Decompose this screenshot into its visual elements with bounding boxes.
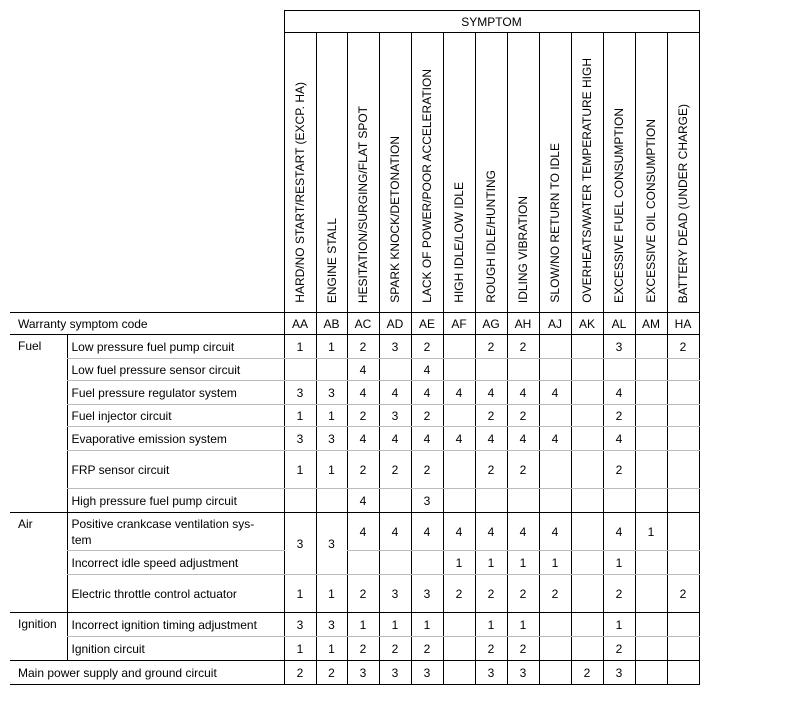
- value-cell: 4: [379, 513, 411, 551]
- warranty-symptom-code-label: Warranty symptom code: [10, 313, 284, 335]
- symptom-header-label: EXCESSIVE OIL CONSUMPTION: [644, 119, 658, 303]
- table-row: [10, 661, 699, 685]
- value-cell: [635, 359, 667, 381]
- value-cell: [316, 489, 347, 513]
- symptom-header-label: SLOW/NO RETURN TO IDLE: [548, 143, 562, 303]
- value-cell: [635, 381, 667, 405]
- value-cell: 2: [316, 661, 347, 685]
- value-cell: [316, 359, 347, 381]
- value-cell: [571, 427, 603, 451]
- value-cell: 3: [379, 661, 411, 685]
- value-cell: [635, 335, 667, 359]
- value-cell: [667, 381, 699, 405]
- table-row: [10, 359, 699, 381]
- row-label: Evaporative emission system: [67, 427, 284, 451]
- value-cell: [635, 489, 667, 513]
- value-cell: 2: [603, 451, 635, 489]
- value-cell: 4: [411, 427, 443, 451]
- symptom-header-label: BATTERY DEAD (UNDER CHARGE): [676, 103, 690, 303]
- value-cell: [284, 489, 316, 513]
- table-row: [10, 513, 699, 551]
- value-cell: [635, 405, 667, 427]
- warranty-code: AK: [571, 313, 603, 335]
- row-label: [67, 513, 284, 551]
- value-cell: 2: [507, 451, 539, 489]
- value-cell: [443, 359, 475, 381]
- value-cell: [667, 359, 699, 381]
- value-cell: [443, 489, 475, 513]
- value-cell: 4: [507, 427, 539, 451]
- value-cell: [507, 359, 539, 381]
- value-cell: 4: [475, 427, 507, 451]
- value-cell: 2: [411, 637, 443, 661]
- value-cell: [347, 551, 379, 575]
- symptom-header: [635, 33, 667, 313]
- value-cell: [635, 427, 667, 451]
- value-cell: [443, 661, 475, 685]
- value-cell: [571, 405, 603, 427]
- value-cell: [443, 451, 475, 489]
- value-cell: [571, 359, 603, 381]
- value-cell: [475, 359, 507, 381]
- value-cell: 1: [284, 637, 316, 661]
- table-row: [10, 405, 699, 427]
- value-cell: [667, 405, 699, 427]
- value-cell: 1: [316, 451, 347, 489]
- warranty-code: AG: [475, 313, 507, 335]
- value-cell: [539, 405, 571, 427]
- value-cell: [443, 637, 475, 661]
- warranty-code: HA: [667, 313, 699, 335]
- table-row: [10, 451, 699, 489]
- value-cell: 1: [411, 613, 443, 637]
- value-cell: 3: [379, 335, 411, 359]
- warranty-code: AF: [443, 313, 475, 335]
- value-cell: 2: [603, 637, 635, 661]
- value-cell: 2: [475, 335, 507, 359]
- symptom-header-label: SPARK KNOCK/DETONATION: [388, 136, 402, 303]
- value-cell: 2: [475, 405, 507, 427]
- symptom-header: [347, 33, 379, 313]
- value-cell: 1: [284, 405, 316, 427]
- value-cell: 3: [411, 575, 443, 613]
- value-cell: 2: [347, 451, 379, 489]
- symptom-header-label: HARD/NO START/RESTART (EXCP. HA): [293, 82, 307, 303]
- table-row: [10, 575, 699, 613]
- value-cell: 4: [443, 427, 475, 451]
- value-cell: [571, 489, 603, 513]
- value-cell: 2: [507, 335, 539, 359]
- value-cell: 4: [379, 381, 411, 405]
- value-cell: 2: [603, 405, 635, 427]
- row-label: Incorrect idle speed adjustment: [67, 551, 284, 575]
- value-cell: [635, 637, 667, 661]
- value-cell: [667, 513, 699, 551]
- value-cell: 2: [475, 637, 507, 661]
- row-label-line: Positive crankcase ventilation sys-: [71, 516, 255, 531]
- value-cell: [667, 661, 699, 685]
- value-cell: 3: [347, 661, 379, 685]
- value-cell: [667, 451, 699, 489]
- value-cell: [411, 551, 443, 575]
- value-cell: [571, 575, 603, 613]
- row-label: FRP sensor circuit: [67, 451, 284, 489]
- symptom-header: [475, 33, 507, 313]
- value-cell: [635, 613, 667, 637]
- value-cell: 1: [316, 335, 347, 359]
- value-cell: 4: [603, 381, 635, 405]
- symptom-header-label: EXCESSIVE FUEL CONSUMPTION: [612, 108, 626, 303]
- value-cell: 1: [316, 405, 347, 427]
- warranty-code: AL: [603, 313, 635, 335]
- value-cell: 2: [507, 575, 539, 613]
- value-cell: 3: [411, 489, 443, 513]
- value-cell: 4: [347, 359, 379, 381]
- value-cell: 1: [507, 551, 539, 575]
- value-cell: 4: [507, 513, 539, 551]
- value-cell: 2: [379, 451, 411, 489]
- value-cell: 4: [603, 513, 635, 551]
- value-cell: 2: [539, 575, 571, 613]
- value-cell: 4: [539, 381, 571, 405]
- symptom-header: [284, 33, 316, 313]
- value-cell: [667, 489, 699, 513]
- value-cell: [443, 613, 475, 637]
- value-cell: [667, 427, 699, 451]
- value-cell: [539, 637, 571, 661]
- warranty-code: AE: [411, 313, 443, 335]
- warranty-code: AB: [316, 313, 347, 335]
- value-cell: 2: [347, 335, 379, 359]
- row-label: Main power supply and ground circuit: [10, 661, 284, 685]
- value-cell: [539, 335, 571, 359]
- table-row: [10, 427, 699, 451]
- value-cell: [379, 489, 411, 513]
- symptom-header-label: ENGINE STALL: [324, 217, 339, 303]
- value-cell: 4: [539, 513, 571, 551]
- symptom-header-label: ROUGH IDLE/HUNTING: [484, 170, 498, 303]
- value-cell: 1: [603, 551, 635, 575]
- value-cell: 2: [507, 637, 539, 661]
- value-cell: [571, 381, 603, 405]
- value-cell: [284, 359, 316, 381]
- value-cell: 3: [603, 661, 635, 685]
- group-label-ignition: Ignition: [10, 613, 67, 661]
- value-cell: 2: [667, 575, 699, 613]
- value-cell: 2: [347, 405, 379, 427]
- value-cell: 2: [507, 405, 539, 427]
- warranty-code: AD: [379, 313, 411, 335]
- value-cell: 1: [635, 513, 667, 551]
- warranty-code: AA: [284, 313, 316, 335]
- warranty-code: AM: [635, 313, 667, 335]
- group-label-air: Air: [10, 513, 67, 613]
- table-row: [10, 335, 699, 359]
- value-cell: 3: [379, 575, 411, 613]
- row-label: Low fuel pressure sensor circuit: [67, 359, 284, 381]
- value-cell: 2: [284, 661, 316, 685]
- value-cell: [379, 551, 411, 575]
- value-cell: 3: [603, 335, 635, 359]
- value-cell: 3: [316, 381, 347, 405]
- value-cell: 4: [603, 427, 635, 451]
- value-cell: [571, 335, 603, 359]
- value-cell: 2: [571, 661, 603, 685]
- group-label-fuel: Fuel: [10, 335, 67, 513]
- row-label: Fuel injector circuit: [67, 405, 284, 427]
- symptom-header-label: OVERHEATS/WATER TEMPERATURE HIGH: [580, 58, 594, 303]
- symptom-header: [667, 33, 699, 313]
- value-cell: 3: [411, 661, 443, 685]
- value-cell: 2: [603, 575, 635, 613]
- symptom-header-label: HESITATION/SURGING/FLAT SPOT: [356, 105, 370, 303]
- table-row: [10, 381, 699, 405]
- value-cell: 1: [539, 551, 571, 575]
- warranty-code: AJ: [539, 313, 571, 335]
- symptom-header: [411, 33, 443, 313]
- row-label-line: tem: [71, 532, 92, 547]
- value-cell: 2: [475, 451, 507, 489]
- value-cell: 4: [539, 427, 571, 451]
- value-cell: 3: [284, 613, 316, 637]
- symptom-header: [571, 33, 603, 313]
- value-cell: [443, 335, 475, 359]
- value-cell: [443, 405, 475, 427]
- value-cell: [539, 359, 571, 381]
- value-cell: 2: [347, 637, 379, 661]
- value-cell: [603, 359, 635, 381]
- value-cell: [571, 613, 603, 637]
- value-cell: [603, 489, 635, 513]
- symptom-header-label: HIGH IDLE/LOW IDLE: [452, 182, 466, 303]
- value-cell: [635, 575, 667, 613]
- table-row: [10, 489, 699, 513]
- table-row: [10, 637, 699, 661]
- value-cell: [571, 451, 603, 489]
- symptom-header: [539, 33, 571, 313]
- value-cell: 4: [475, 381, 507, 405]
- value-cell: 1: [443, 551, 475, 575]
- value-cell: 2: [667, 335, 699, 359]
- value-cell: [539, 489, 571, 513]
- value-cell: 1: [347, 613, 379, 637]
- value-cell: 1: [316, 637, 347, 661]
- symptom-header: [443, 33, 475, 313]
- value-cell: 1: [284, 575, 316, 613]
- value-cell: 1: [475, 551, 507, 575]
- value-cell: 3: [316, 613, 347, 637]
- value-cell: 2: [347, 575, 379, 613]
- row-label: Fuel pressure regulator system: [67, 381, 284, 405]
- value-cell: 1: [603, 613, 635, 637]
- symptom-header: [379, 33, 411, 313]
- value-cell: 4: [475, 513, 507, 551]
- value-cell: 4: [347, 381, 379, 405]
- value-cell: 4: [379, 427, 411, 451]
- value-cell: 4: [507, 381, 539, 405]
- table-row: [10, 613, 699, 637]
- value-cell: 3: [379, 405, 411, 427]
- value-cell: 3: [284, 513, 316, 575]
- value-cell: 3: [316, 513, 347, 575]
- symptom-header-label: LACK OF POWER/POOR ACCELERATION: [420, 69, 434, 303]
- value-cell: 4: [347, 513, 379, 551]
- value-cell: [667, 637, 699, 661]
- value-cell: [507, 489, 539, 513]
- row-label: Ignition circuit: [67, 637, 284, 661]
- value-cell: 3: [507, 661, 539, 685]
- value-cell: 4: [443, 513, 475, 551]
- value-cell: [635, 661, 667, 685]
- value-cell: [635, 551, 667, 575]
- value-cell: 3: [316, 427, 347, 451]
- value-cell: 1: [284, 335, 316, 359]
- symptom-table: [10, 10, 700, 685]
- symptom-header: [507, 33, 539, 313]
- value-cell: 4: [411, 359, 443, 381]
- value-cell: 3: [284, 427, 316, 451]
- value-cell: 4: [347, 427, 379, 451]
- value-cell: 4: [411, 513, 443, 551]
- value-cell: [475, 489, 507, 513]
- value-cell: 2: [475, 575, 507, 613]
- value-cell: 2: [379, 637, 411, 661]
- value-cell: [379, 359, 411, 381]
- value-cell: 2: [411, 335, 443, 359]
- table-row: [10, 551, 699, 575]
- symptom-header: [603, 33, 635, 313]
- symptom-title: SYMPTOM: [284, 11, 699, 33]
- value-cell: 2: [443, 575, 475, 613]
- row-label: Incorrect ignition timing adjustment: [67, 613, 284, 637]
- value-cell: [571, 513, 603, 551]
- value-cell: [667, 613, 699, 637]
- value-cell: 3: [284, 381, 316, 405]
- value-cell: 1: [316, 575, 347, 613]
- row-label: Low pressure fuel pump circuit: [67, 335, 284, 359]
- value-cell: [667, 551, 699, 575]
- value-cell: 4: [443, 381, 475, 405]
- value-cell: 2: [411, 405, 443, 427]
- value-cell: [539, 613, 571, 637]
- value-cell: 1: [284, 451, 316, 489]
- value-cell: 2: [411, 451, 443, 489]
- value-cell: [571, 551, 603, 575]
- value-cell: 4: [411, 381, 443, 405]
- value-cell: 3: [475, 661, 507, 685]
- symptom-header-label: IDLING VIBRATION: [516, 195, 530, 303]
- warranty-code: AC: [347, 313, 379, 335]
- value-cell: 1: [379, 613, 411, 637]
- symptom-header: [316, 33, 347, 313]
- row-label: High pressure fuel pump circuit: [67, 489, 284, 513]
- value-cell: [635, 451, 667, 489]
- row-label: Electric throttle control actuator: [67, 575, 284, 613]
- value-cell: 1: [475, 613, 507, 637]
- value-cell: [539, 661, 571, 685]
- value-cell: 4: [347, 489, 379, 513]
- warranty-code: AH: [507, 313, 539, 335]
- value-cell: 1: [507, 613, 539, 637]
- value-cell: [571, 637, 603, 661]
- value-cell: [539, 451, 571, 489]
